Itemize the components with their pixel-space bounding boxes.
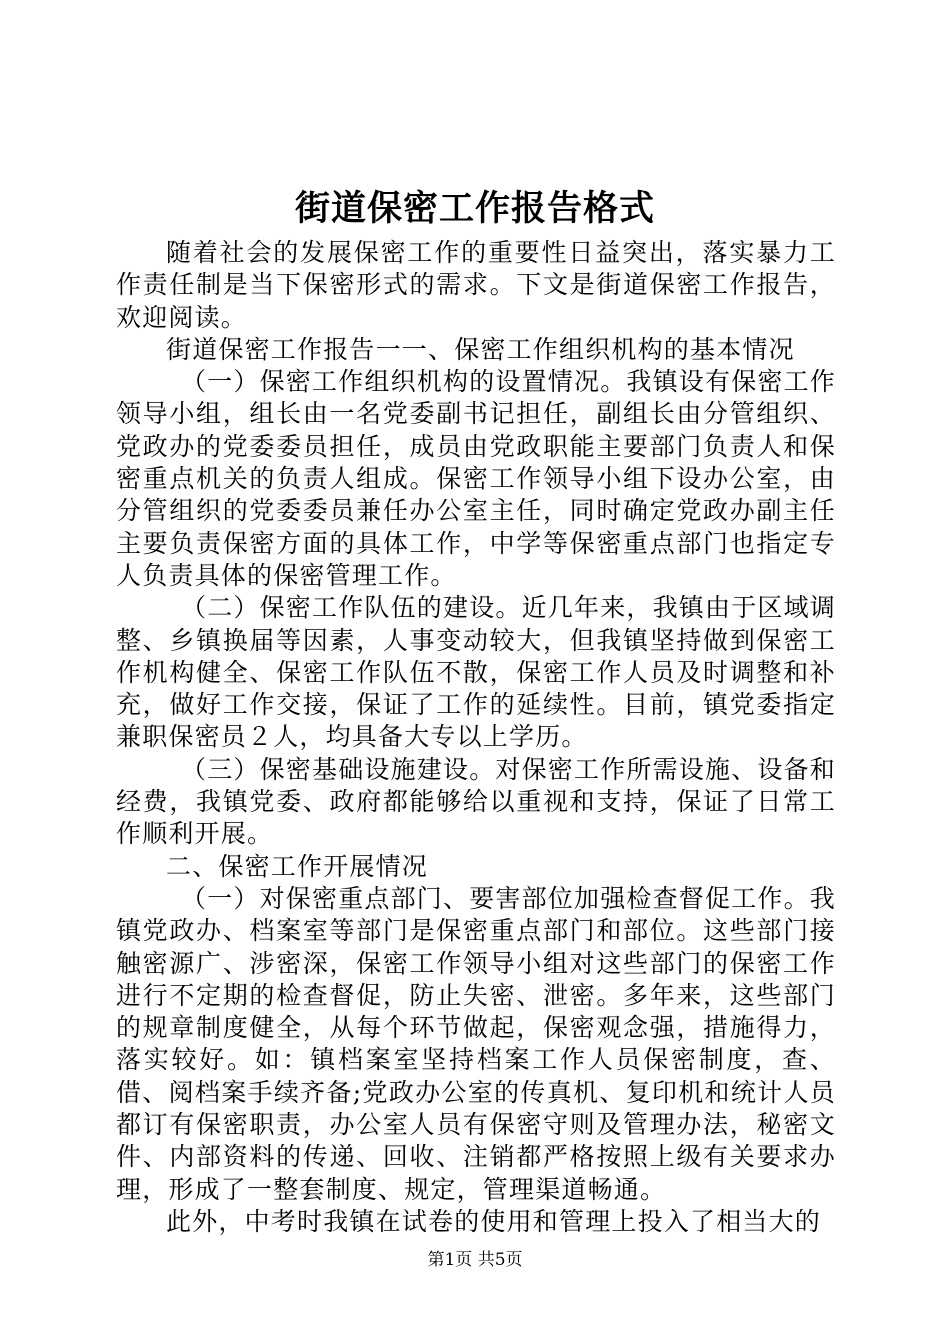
- document-title: 街道保密工作报告格式: [294, 188, 655, 229]
- paragraph-organization-setup: （一）保密工作组织机构的设置情况。我镇设有保密工作领导小组，组长由一名党委副书记担任，副组长由分管组织、党政办的党委委员担任，成员由党政职能主要部门负责人和保密重点机关的负责人组成。保密工作领导小组下设办公室，由分管组织的党委委员兼任办公室主任，同时确定党政办副主任主要负责保密方面的具体工作，中学等保密重点部门也指定专人负责具体的保密管理工作。: [116, 367, 837, 590]
- paragraph-inspection: （一）对保密重点部门、要害部位加强检查督促工作。我镇党政办、档案室等部门是保密重点部门和部位。这些部门接触密源广、涉密深，保密工作领导小组对这些部门的保密工作进行不定期的检查督促，防止失密、泄密。多年来，这些部门的规章制度健全，从每个环节做起，保密观念强，措施得力，落实较好。如：镇档案室坚持档案工作人员保密制度，查、借、阅档案手续齐备;党政办公室的传真机、复印机和统计人员都订有保密职责，办公室人员有保密守则及管理办法，秘密文件、内部资料的传递、回收、注销都严格按照上级有关要求办理，形成了一整套制度、规定，管理渠道畅通。: [116, 883, 837, 1204]
- paragraph-intro: 随着社会的发展保密工作的重要性日益突出，落实暴力工作责任制是当下保密形式的需求。下文是街道保密工作报告，欢迎阅读。: [116, 238, 836, 332]
- page-footer: 第1页 共5页: [427, 1250, 523, 1270]
- paragraph-team-building: （二）保密工作队伍的建设。近几年来，我镇由于区域调整、乡镇换届等因素，人事变动较大，但我镇坚持做到保密工作机构健全、保密工作队伍不散，保密工作人员及时调整和补充，做好工作交接，保证了工作的延续性。目前，镇党委指定兼职保密员２人，均具备大专以上学历。: [116, 593, 837, 752]
- paragraph-infrastructure: （三）保密基础设施建设。对保密工作所需设施、设备和经费，我镇党委、政府都能够给以重视和支持，保证了日常工作顺利开展。: [116, 754, 837, 849]
- paragraph-section-heading-2: 二、保密工作开展情况: [166, 851, 429, 881]
- document-body: [116, 237, 836, 1238]
- paragraph-section-heading-1: 街道保密工作报告一一、保密工作组织机构的基本情况: [166, 334, 795, 364]
- paragraph-exam-management: 此外，中考时我镇在试卷的使用和管理上投入了相当大的: [166, 1206, 822, 1236]
